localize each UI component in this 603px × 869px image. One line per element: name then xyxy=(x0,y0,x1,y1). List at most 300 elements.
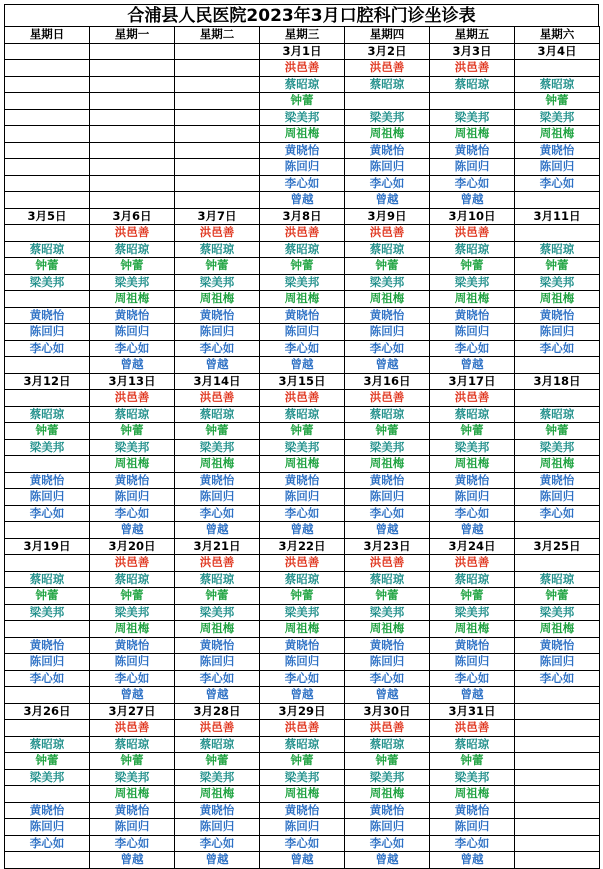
doctor-cell: 黄晓怡 xyxy=(345,637,430,654)
doctor-cell xyxy=(515,786,600,803)
doctor-cell: 周祖梅 xyxy=(430,621,515,638)
doctor-cell: 曾越 xyxy=(175,522,260,539)
doctor-cell: 蔡昭琼 xyxy=(5,571,90,588)
doctor-row xyxy=(5,192,600,209)
doctor-cell: 曾越 xyxy=(430,687,515,704)
date-cell: 3月18日 xyxy=(515,373,600,390)
doctor-cell: 黄晓怡 xyxy=(5,637,90,654)
weekday-header: 星期三 xyxy=(260,27,345,44)
doctor-cell: 陈回归 xyxy=(430,819,515,836)
doctor-cell: 蔡昭琼 xyxy=(90,571,175,588)
doctor-cell: 梁美邦 xyxy=(5,274,90,291)
doctor-cell: 陈回归 xyxy=(175,489,260,506)
date-cell: 3月24日 xyxy=(430,538,515,555)
doctor-cell: 曾越 xyxy=(345,852,430,869)
doctor-cell: 曾越 xyxy=(260,687,345,704)
doctor-cell: 蔡昭琼 xyxy=(90,406,175,423)
doctor-row xyxy=(5,753,600,770)
date-row xyxy=(5,703,600,720)
doctor-row xyxy=(5,142,600,159)
doctor-cell: 周祖梅 xyxy=(515,126,600,143)
doctor-cell: 蔡昭琼 xyxy=(515,76,600,93)
doctor-cell: 陈回归 xyxy=(345,324,430,341)
doctor-cell: 周祖梅 xyxy=(175,786,260,803)
doctor-cell xyxy=(175,60,260,77)
doctor-cell xyxy=(175,159,260,176)
doctor-cell: 钟蕾 xyxy=(345,258,430,275)
doctor-cell: 梁美邦 xyxy=(430,769,515,786)
date-cell: 3月14日 xyxy=(175,373,260,390)
doctor-cell: 钟蕾 xyxy=(260,753,345,770)
doctor-row xyxy=(5,76,600,93)
doctor-cell: 洪邑善 xyxy=(345,225,430,242)
doctor-cell: 钟蕾 xyxy=(260,93,345,110)
doctor-cell: 梁美邦 xyxy=(430,274,515,291)
doctor-cell: 洪邑善 xyxy=(430,225,515,242)
doctor-cell: 梁美邦 xyxy=(515,109,600,126)
doctor-cell: 蔡昭琼 xyxy=(430,76,515,93)
doctor-cell: 蔡昭琼 xyxy=(430,406,515,423)
doctor-cell: 黄晓怡 xyxy=(345,307,430,324)
doctor-cell: 李心如 xyxy=(345,505,430,522)
doctor-cell: 黄晓怡 xyxy=(5,802,90,819)
doctor-cell: 周祖梅 xyxy=(345,456,430,473)
doctor-cell: 梁美邦 xyxy=(260,109,345,126)
doctor-cell: 钟蕾 xyxy=(175,753,260,770)
doctor-cell: 钟蕾 xyxy=(515,93,600,110)
doctor-row xyxy=(5,720,600,737)
doctor-cell: 洪邑善 xyxy=(175,225,260,242)
doctor-cell xyxy=(90,60,175,77)
doctor-cell: 李心如 xyxy=(515,340,600,357)
doctor-cell: 李心如 xyxy=(430,505,515,522)
date-cell: 3月21日 xyxy=(175,538,260,555)
doctor-cell: 曾越 xyxy=(345,687,430,704)
doctor-row xyxy=(5,390,600,407)
date-cell: 3月9日 xyxy=(345,208,430,225)
doctor-cell: 陈回归 xyxy=(260,324,345,341)
doctor-cell: 洪邑善 xyxy=(260,720,345,737)
doctor-row xyxy=(5,505,600,522)
doctor-row xyxy=(5,109,600,126)
doctor-cell: 黄晓怡 xyxy=(430,472,515,489)
doctor-cell: 周祖梅 xyxy=(345,126,430,143)
doctor-cell: 钟蕾 xyxy=(430,258,515,275)
doctor-row xyxy=(5,307,600,324)
doctor-cell: 李心如 xyxy=(5,670,90,687)
date-cell: 3月12日 xyxy=(5,373,90,390)
doctor-cell: 李心如 xyxy=(5,505,90,522)
doctor-cell: 李心如 xyxy=(175,835,260,852)
doctor-row xyxy=(5,786,600,803)
doctor-cell: 陈回归 xyxy=(515,654,600,671)
date-cell: 3月15日 xyxy=(260,373,345,390)
doctor-cell: 蔡昭琼 xyxy=(345,241,430,258)
weekday-header: 星期四 xyxy=(345,27,430,44)
doctor-cell xyxy=(515,225,600,242)
doctor-cell: 周祖梅 xyxy=(260,126,345,143)
doctor-cell: 黄晓怡 xyxy=(515,637,600,654)
doctor-cell: 黄晓怡 xyxy=(5,472,90,489)
doctor-cell: 梁美邦 xyxy=(5,439,90,456)
doctor-cell: 黄晓怡 xyxy=(430,307,515,324)
doctor-cell xyxy=(515,390,600,407)
doctor-cell: 陈回归 xyxy=(90,654,175,671)
doctor-cell: 陈回归 xyxy=(515,489,600,506)
doctor-cell: 曾越 xyxy=(175,357,260,374)
doctor-cell: 梁美邦 xyxy=(260,769,345,786)
date-cell: 3月30日 xyxy=(345,703,430,720)
doctor-row xyxy=(5,60,600,77)
doctor-cell: 梁美邦 xyxy=(175,439,260,456)
doctor-cell xyxy=(90,175,175,192)
date-cell: 3月28日 xyxy=(175,703,260,720)
doctor-cell: 陈回归 xyxy=(345,489,430,506)
doctor-cell: 蔡昭琼 xyxy=(345,76,430,93)
doctor-cell xyxy=(5,175,90,192)
doctor-cell: 洪邑善 xyxy=(175,555,260,572)
doctor-cell: 洪邑善 xyxy=(430,720,515,737)
doctor-row xyxy=(5,291,600,308)
doctor-cell: 陈回归 xyxy=(260,159,345,176)
doctor-cell: 钟蕾 xyxy=(175,588,260,605)
doctor-cell: 李心如 xyxy=(515,505,600,522)
doctor-cell: 梁美邦 xyxy=(515,274,600,291)
date-row xyxy=(5,43,600,60)
date-cell: 3月5日 xyxy=(5,208,90,225)
doctor-cell: 李心如 xyxy=(5,340,90,357)
doctor-cell: 陈回归 xyxy=(5,324,90,341)
date-cell: 3月23日 xyxy=(345,538,430,555)
doctor-cell: 梁美邦 xyxy=(175,274,260,291)
date-row xyxy=(5,208,600,225)
date-cell: 3月13日 xyxy=(90,373,175,390)
doctor-cell: 曾越 xyxy=(175,687,260,704)
date-cell: 3月7日 xyxy=(175,208,260,225)
doctor-cell xyxy=(5,720,90,737)
doctor-cell: 梁美邦 xyxy=(260,604,345,621)
doctor-cell: 黄晓怡 xyxy=(260,142,345,159)
doctor-cell: 陈回归 xyxy=(175,654,260,671)
doctor-row xyxy=(5,258,600,275)
doctor-cell xyxy=(175,93,260,110)
doctor-cell: 陈回归 xyxy=(260,654,345,671)
doctor-cell: 蔡昭琼 xyxy=(5,736,90,753)
doctor-cell: 梁美邦 xyxy=(515,439,600,456)
date-cell: 3月29日 xyxy=(260,703,345,720)
doctor-cell xyxy=(5,93,90,110)
doctor-cell: 黄晓怡 xyxy=(430,802,515,819)
doctor-cell: 梁美邦 xyxy=(515,604,600,621)
doctor-cell: 曾越 xyxy=(345,357,430,374)
doctor-cell: 黄晓怡 xyxy=(90,307,175,324)
doctor-cell xyxy=(5,126,90,143)
doctor-cell: 梁美邦 xyxy=(345,274,430,291)
doctor-cell: 李心如 xyxy=(175,340,260,357)
doctor-cell: 梁美邦 xyxy=(175,604,260,621)
doctor-cell: 梁美邦 xyxy=(90,274,175,291)
weekday-header: 星期五 xyxy=(430,27,515,44)
doctor-cell: 洪邑善 xyxy=(430,555,515,572)
doctor-cell: 梁美邦 xyxy=(5,769,90,786)
doctor-row xyxy=(5,93,600,110)
doctor-cell xyxy=(5,142,90,159)
doctor-cell: 洪邑善 xyxy=(90,225,175,242)
doctor-row xyxy=(5,852,600,869)
doctor-cell: 蔡昭琼 xyxy=(515,241,600,258)
date-row xyxy=(5,538,600,555)
doctor-cell: 梁美邦 xyxy=(430,604,515,621)
doctor-cell: 蔡昭琼 xyxy=(345,571,430,588)
doctor-cell xyxy=(515,835,600,852)
doctor-cell: 黄晓怡 xyxy=(345,802,430,819)
doctor-cell: 黄晓怡 xyxy=(260,802,345,819)
doctor-row xyxy=(5,604,600,621)
doctor-cell: 梁美邦 xyxy=(90,604,175,621)
doctor-cell: 陈回归 xyxy=(345,654,430,671)
doctor-cell: 周祖梅 xyxy=(90,621,175,638)
schedule-table xyxy=(4,26,600,869)
doctor-cell: 蔡昭琼 xyxy=(5,241,90,258)
doctor-cell: 李心如 xyxy=(90,670,175,687)
doctor-cell: 李心如 xyxy=(345,835,430,852)
weekday-header: 星期二 xyxy=(175,27,260,44)
doctor-cell: 周祖梅 xyxy=(260,291,345,308)
doctor-cell: 洪邑善 xyxy=(430,60,515,77)
doctor-cell: 周祖梅 xyxy=(90,456,175,473)
doctor-cell: 李心如 xyxy=(430,835,515,852)
doctor-cell: 周祖梅 xyxy=(515,621,600,638)
doctor-cell: 陈回归 xyxy=(90,324,175,341)
doctor-cell: 黄晓怡 xyxy=(260,637,345,654)
doctor-cell: 黄晓怡 xyxy=(345,142,430,159)
doctor-cell: 钟蕾 xyxy=(175,258,260,275)
doctor-cell xyxy=(515,522,600,539)
doctor-cell: 黄晓怡 xyxy=(515,142,600,159)
doctor-cell: 钟蕾 xyxy=(260,588,345,605)
doctor-cell: 黄晓怡 xyxy=(90,802,175,819)
weekday-header: 星期日 xyxy=(5,27,90,44)
doctor-cell xyxy=(5,159,90,176)
doctor-cell: 钟蕾 xyxy=(345,753,430,770)
doctor-cell xyxy=(175,142,260,159)
doctor-cell: 蔡昭琼 xyxy=(5,406,90,423)
doctor-cell: 梁美邦 xyxy=(430,109,515,126)
doctor-cell xyxy=(515,802,600,819)
doctor-cell xyxy=(175,76,260,93)
doctor-cell xyxy=(515,852,600,869)
doctor-cell xyxy=(5,109,90,126)
doctor-cell: 蔡昭琼 xyxy=(515,571,600,588)
doctor-row xyxy=(5,406,600,423)
doctor-cell: 蔡昭琼 xyxy=(260,736,345,753)
doctor-cell: 李心如 xyxy=(260,670,345,687)
doctor-cell: 陈回归 xyxy=(345,819,430,836)
doctor-row xyxy=(5,472,600,489)
doctor-cell: 李心如 xyxy=(345,175,430,192)
doctor-cell: 陈回归 xyxy=(430,489,515,506)
doctor-row xyxy=(5,159,600,176)
doctor-cell: 洪邑善 xyxy=(345,720,430,737)
doctor-cell: 曾越 xyxy=(260,192,345,209)
doctor-cell: 陈回归 xyxy=(90,489,175,506)
doctor-row xyxy=(5,340,600,357)
doctor-cell: 周祖梅 xyxy=(430,126,515,143)
doctor-cell xyxy=(515,192,600,209)
date-cell: 3月19日 xyxy=(5,538,90,555)
doctor-row xyxy=(5,274,600,291)
doctor-cell: 周祖梅 xyxy=(260,456,345,473)
doctor-cell xyxy=(515,555,600,572)
date-cell xyxy=(90,43,175,60)
doctor-cell: 梁美邦 xyxy=(345,604,430,621)
doctor-cell: 洪邑善 xyxy=(90,555,175,572)
doctor-cell: 曾越 xyxy=(90,687,175,704)
doctor-row xyxy=(5,423,600,440)
doctor-cell: 周祖梅 xyxy=(345,621,430,638)
doctor-row xyxy=(5,522,600,539)
date-cell: 3月11日 xyxy=(515,208,600,225)
doctor-row xyxy=(5,654,600,671)
date-cell xyxy=(5,43,90,60)
doctor-cell: 曾越 xyxy=(90,522,175,539)
doctor-cell xyxy=(5,687,90,704)
doctor-cell: 曾越 xyxy=(345,192,430,209)
doctor-cell: 蔡昭琼 xyxy=(430,241,515,258)
doctor-cell xyxy=(175,109,260,126)
doctor-cell xyxy=(5,192,90,209)
doctor-cell xyxy=(5,291,90,308)
date-cell: 3月16日 xyxy=(345,373,430,390)
doctor-cell: 钟蕾 xyxy=(515,258,600,275)
doctor-cell xyxy=(515,819,600,836)
doctor-cell: 黄晓怡 xyxy=(5,307,90,324)
doctor-cell: 钟蕾 xyxy=(345,423,430,440)
doctor-cell: 李心如 xyxy=(90,835,175,852)
doctor-cell: 曾越 xyxy=(175,852,260,869)
doctor-cell: 曾越 xyxy=(430,357,515,374)
doctor-cell: 蔡昭琼 xyxy=(260,241,345,258)
doctor-cell xyxy=(515,736,600,753)
doctor-cell: 梁美邦 xyxy=(90,439,175,456)
doctor-cell: 钟蕾 xyxy=(430,588,515,605)
doctor-cell xyxy=(515,357,600,374)
doctor-cell: 钟蕾 xyxy=(90,588,175,605)
doctor-cell: 周祖梅 xyxy=(430,456,515,473)
doctor-cell: 李心如 xyxy=(260,340,345,357)
weekday-header-row xyxy=(5,27,600,44)
doctor-cell: 钟蕾 xyxy=(260,258,345,275)
doctor-cell: 梁美邦 xyxy=(175,769,260,786)
doctor-cell: 钟蕾 xyxy=(5,258,90,275)
doctor-cell: 李心如 xyxy=(90,340,175,357)
doctor-cell: 洪邑善 xyxy=(260,555,345,572)
doctor-cell xyxy=(5,852,90,869)
doctor-cell: 陈回归 xyxy=(515,324,600,341)
doctor-row xyxy=(5,555,600,572)
doctor-cell: 曾越 xyxy=(90,852,175,869)
doctor-row xyxy=(5,637,600,654)
doctor-cell xyxy=(90,126,175,143)
doctor-cell: 李心如 xyxy=(175,505,260,522)
doctor-cell: 陈回归 xyxy=(175,324,260,341)
doctor-cell: 周祖梅 xyxy=(430,786,515,803)
date-cell: 3月25日 xyxy=(515,538,600,555)
doctor-cell: 李心如 xyxy=(430,175,515,192)
doctor-cell xyxy=(5,621,90,638)
doctor-row xyxy=(5,439,600,456)
doctor-cell: 梁美邦 xyxy=(345,109,430,126)
doctor-cell: 周祖梅 xyxy=(345,291,430,308)
doctor-cell: 黄晓怡 xyxy=(175,472,260,489)
doctor-row xyxy=(5,687,600,704)
date-cell: 3月4日 xyxy=(515,43,600,60)
doctor-cell xyxy=(175,192,260,209)
doctor-cell: 李心如 xyxy=(260,175,345,192)
doctor-cell: 黄晓怡 xyxy=(515,472,600,489)
doctor-cell: 洪邑善 xyxy=(345,390,430,407)
doctor-cell: 钟蕾 xyxy=(5,753,90,770)
weekday-header: 星期六 xyxy=(515,27,600,44)
doctor-cell: 李心如 xyxy=(90,505,175,522)
doctor-cell xyxy=(515,60,600,77)
doctor-row xyxy=(5,357,600,374)
doctor-cell: 曾越 xyxy=(430,192,515,209)
doctor-cell: 周祖梅 xyxy=(175,291,260,308)
doctor-row xyxy=(5,736,600,753)
doctor-cell xyxy=(90,192,175,209)
doctor-row xyxy=(5,621,600,638)
doctor-cell: 黄晓怡 xyxy=(175,637,260,654)
doctor-cell: 黄晓怡 xyxy=(260,472,345,489)
doctor-cell: 钟蕾 xyxy=(90,258,175,275)
doctor-cell xyxy=(345,93,430,110)
doctor-cell: 李心如 xyxy=(430,670,515,687)
doctor-row xyxy=(5,588,600,605)
doctor-cell: 洪邑善 xyxy=(175,390,260,407)
doctor-cell: 李心如 xyxy=(515,670,600,687)
doctor-cell xyxy=(515,720,600,737)
doctor-cell xyxy=(5,76,90,93)
doctor-cell: 梁美邦 xyxy=(430,439,515,456)
doctor-cell xyxy=(5,225,90,242)
doctor-cell: 周祖梅 xyxy=(345,786,430,803)
doctor-cell: 洪邑善 xyxy=(345,60,430,77)
doctor-cell xyxy=(5,60,90,77)
doctor-cell xyxy=(90,109,175,126)
doctor-cell: 陈回归 xyxy=(175,819,260,836)
date-cell xyxy=(515,703,600,720)
doctor-cell: 洪邑善 xyxy=(175,720,260,737)
doctor-cell: 钟蕾 xyxy=(260,423,345,440)
doctor-cell: 钟蕾 xyxy=(515,423,600,440)
doctor-cell: 陈回归 xyxy=(5,654,90,671)
doctor-cell: 钟蕾 xyxy=(5,423,90,440)
doctor-cell: 周祖梅 xyxy=(90,786,175,803)
doctor-cell: 黄晓怡 xyxy=(90,637,175,654)
doctor-cell: 钟蕾 xyxy=(430,753,515,770)
doctor-cell: 曾越 xyxy=(260,852,345,869)
doctor-cell: 陈回归 xyxy=(430,159,515,176)
doctor-cell: 曾越 xyxy=(430,852,515,869)
doctor-cell: 梁美邦 xyxy=(345,769,430,786)
doctor-cell: 李心如 xyxy=(345,340,430,357)
doctor-cell: 陈回归 xyxy=(5,819,90,836)
doctor-row xyxy=(5,802,600,819)
date-cell: 3月3日 xyxy=(430,43,515,60)
doctor-cell: 钟蕾 xyxy=(175,423,260,440)
doctor-cell: 洪邑善 xyxy=(90,720,175,737)
